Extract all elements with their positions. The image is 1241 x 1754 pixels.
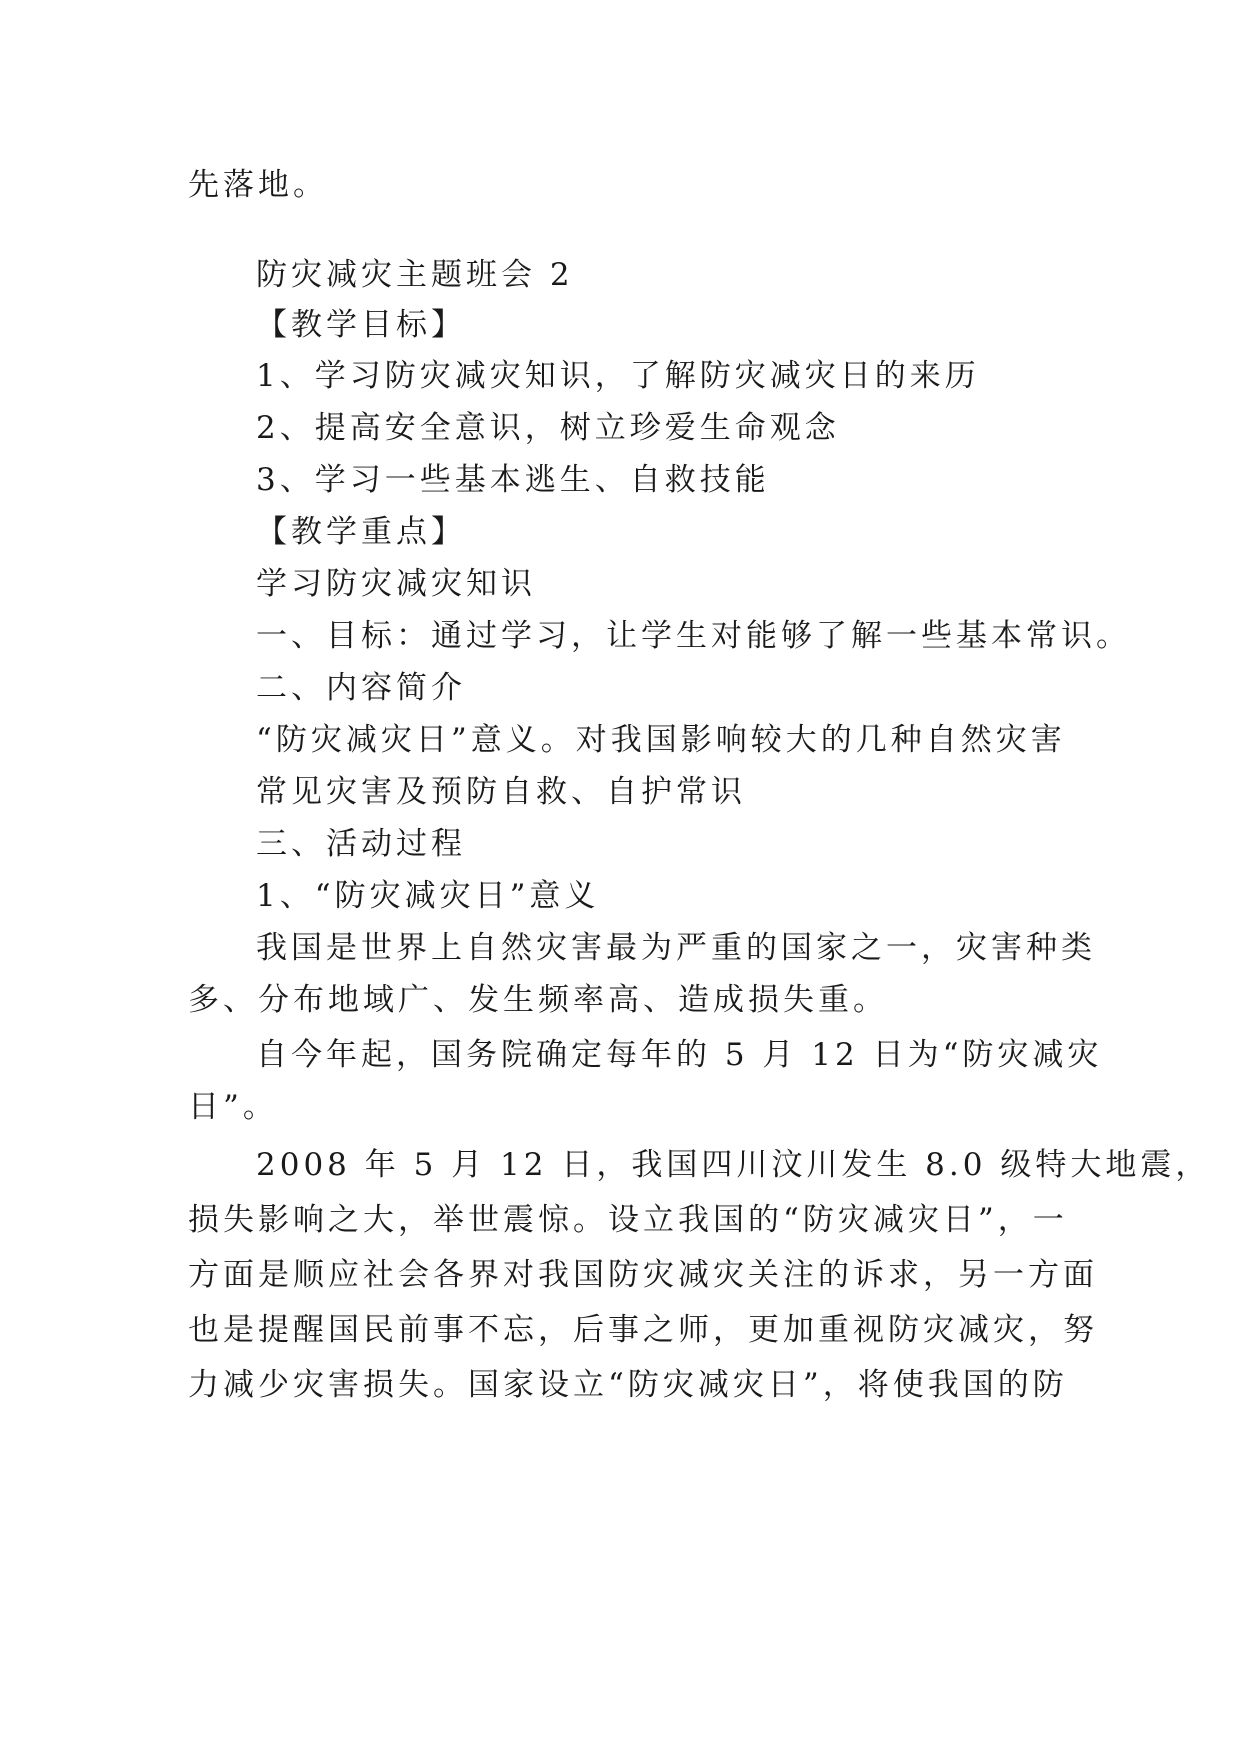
text-line: 一、目标：通过学习，让学生对能够了解一些基本常识。 — [256, 618, 1131, 654]
text-line: 常见灾害及预防自救、自护常识 — [256, 774, 746, 810]
heading-teaching-goals: 【教学目标】 — [256, 307, 466, 343]
text-line: 2008 年 5 月 12 日，我国四川汶川发生 8.0 级特大地震， — [256, 1147, 1211, 1183]
text-line: 多、分布地域广、发生频率高、造成损失重。 — [188, 982, 888, 1018]
heading-teaching-focus: 【教学重点】 — [256, 514, 466, 550]
text-line: 先落地。 — [188, 167, 328, 203]
text-line: 二、内容简介 — [256, 670, 466, 706]
text-line: 1、学习防灾减灾知识，了解防灾减灾日的来历 — [256, 358, 980, 394]
text-line: 3、学习一些基本逃生、自救技能 — [256, 462, 770, 498]
text-line: 1、“防灾减灾日”意义 — [256, 878, 600, 914]
text-line: 我国是世界上自然灾害最为严重的国家之一，灾害种类 — [256, 930, 1096, 966]
text-line: “防灾减灾日”意义。对我国影响较大的几种自然灾害 — [256, 722, 1066, 758]
text-line: 学习防灾减灾知识 — [256, 566, 536, 602]
text-line: 日”。 — [188, 1089, 278, 1125]
text-line: 三、活动过程 — [256, 826, 466, 862]
text-line: 也是提醒国民前事不忘，后事之师，更加重视防灾减灾，努 — [188, 1312, 1098, 1348]
text-line: 力减少灾害损失。国家设立“防灾减灾日”，将使我国的防 — [188, 1367, 1068, 1403]
text-line: 损失影响之大，举世震惊。设立我国的“防灾减灾日”，一 — [188, 1202, 1068, 1238]
text-line: 自今年起，国务院确定每年的 5 月 12 日为“防灾减灾 — [256, 1037, 1103, 1073]
text-line: 方面是顺应社会各界对我国防灾减灾关注的诉求，另一方面 — [188, 1257, 1098, 1293]
section-title: 防灾减灾主题班会 2 — [256, 257, 574, 293]
text-line: 2、提高安全意识，树立珍爱生命观念 — [256, 410, 840, 446]
